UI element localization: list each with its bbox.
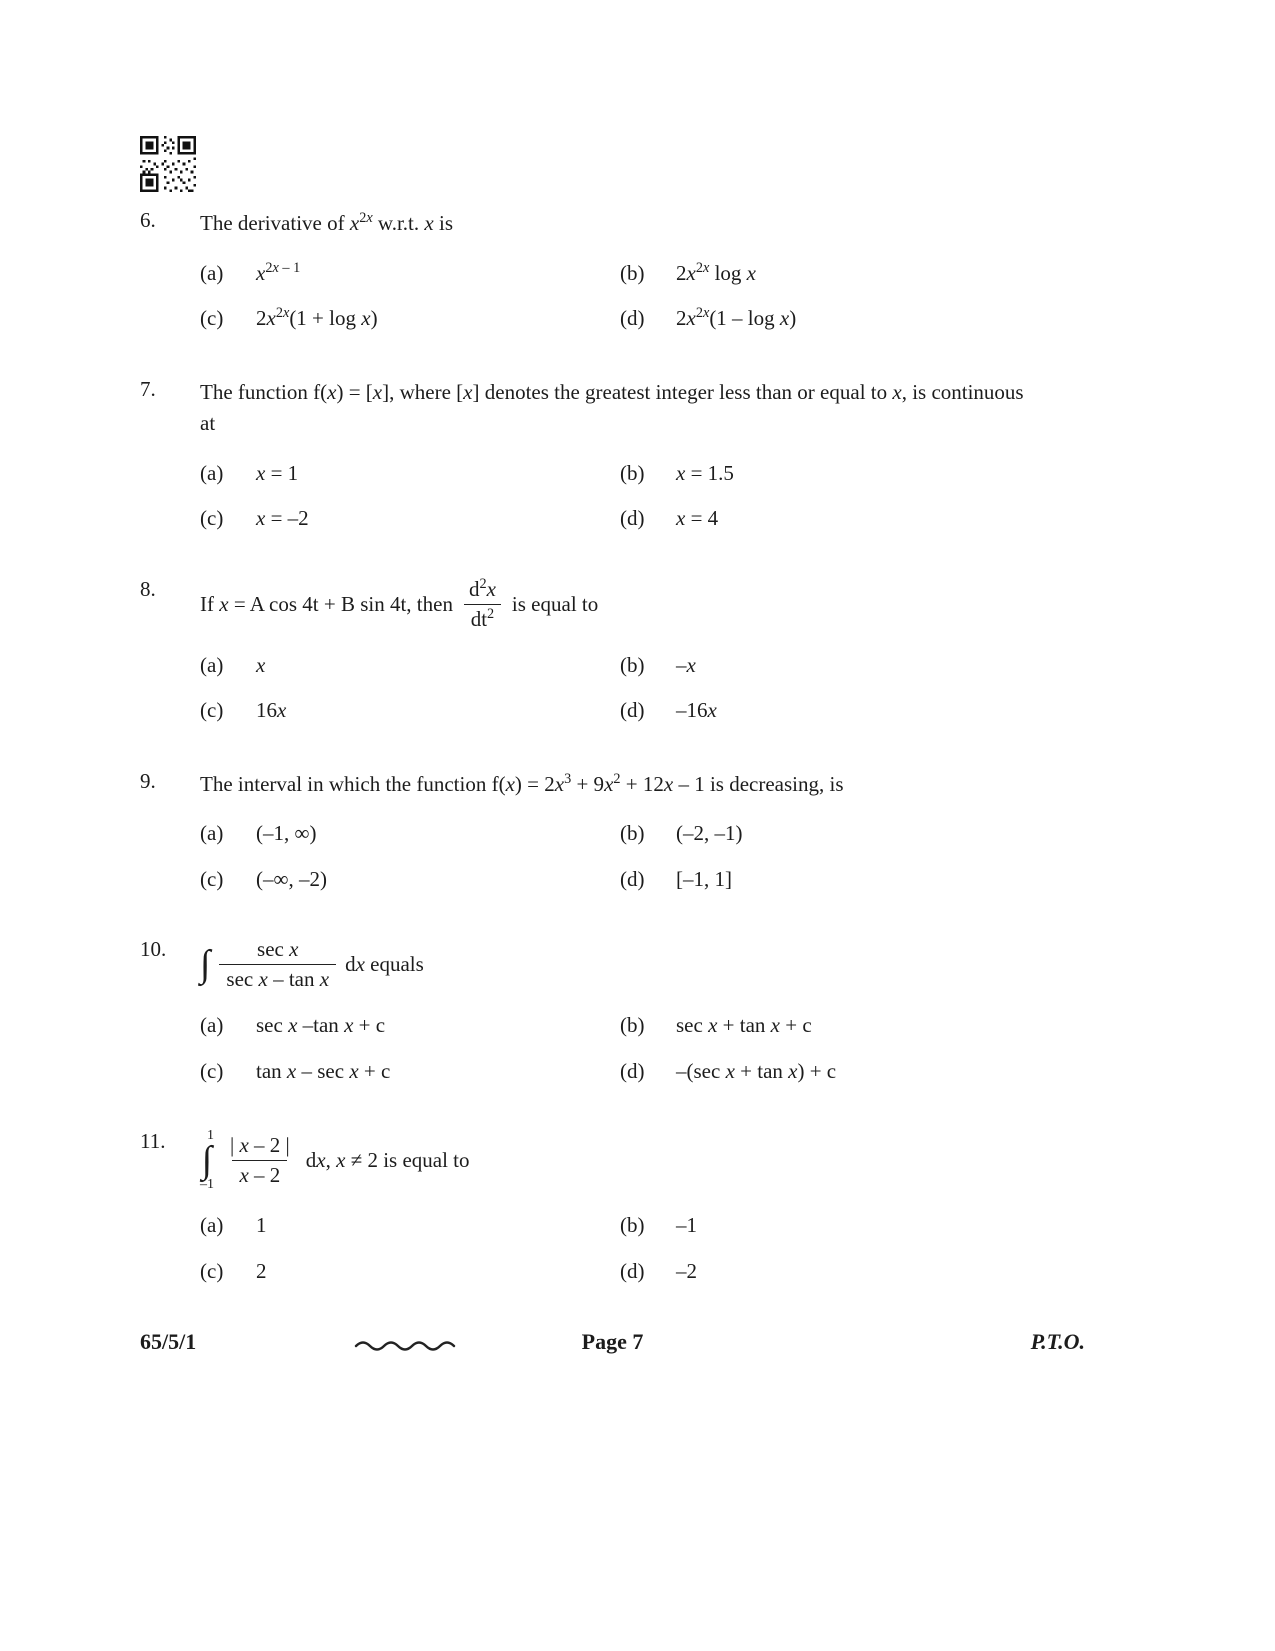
option-text: $x^{2x - 1}$	[256, 259, 301, 285]
option-label: (b)	[620, 1213, 645, 1238]
option-text: –x	[676, 652, 696, 677]
option-c	[200, 1056, 620, 1088]
fraction	[223, 1133, 297, 1188]
question-9	[140, 769, 1085, 896]
option-d	[620, 1256, 1085, 1288]
qr-code	[140, 136, 196, 192]
stem-text-before: If x = A cos 4t + B sin 4t, then	[200, 591, 453, 616]
option-a	[200, 1010, 620, 1042]
option-b	[620, 1210, 1085, 1242]
question-stem	[200, 577, 1085, 632]
page-number: Page 7	[581, 1329, 644, 1355]
option-label: (d)	[620, 1258, 645, 1283]
option-label: (b)	[620, 652, 645, 677]
option-label: (a)	[200, 821, 224, 845]
fraction	[462, 577, 503, 632]
option-text: (–2, –1)	[676, 821, 743, 845]
option-label: (a)	[200, 1013, 224, 1037]
question-7	[140, 377, 1085, 535]
option-d	[620, 695, 1085, 727]
option-c	[200, 503, 620, 535]
question-number: 8.	[140, 576, 156, 601]
question-number: 9.	[140, 768, 156, 793]
options-grid	[200, 258, 1085, 335]
option-text: –2	[676, 1258, 697, 1283]
option-b	[620, 818, 1085, 850]
option-text: x	[256, 652, 266, 677]
option-label: (d)	[620, 698, 645, 722]
option-label: (c)	[200, 698, 224, 722]
option-label: (d)	[620, 1058, 645, 1083]
option-label: (c)	[200, 1058, 224, 1083]
option-c	[200, 1256, 620, 1288]
option-text: x = 1	[256, 460, 299, 485]
option-text: 2	[256, 1258, 267, 1283]
option-label: (c)	[200, 1258, 224, 1283]
option-b	[620, 1010, 1085, 1042]
option-text: –(sec x + tan x) + c	[676, 1058, 837, 1083]
option-label: (d)	[620, 866, 645, 891]
option-label: (c)	[200, 306, 224, 330]
option-text: x = –2	[256, 506, 309, 530]
option-text: $2x^{2x}(1 + \log x)$	[256, 305, 378, 330]
stem-text-after: dx, x ≠ 2 is equal to	[305, 1148, 470, 1173]
pto-label: P.T.O.	[1030, 1329, 1085, 1355]
option-text: 1	[256, 1213, 267, 1238]
option-label: (c)	[200, 506, 224, 530]
page-footer	[140, 1329, 1085, 1361]
option-a	[200, 1210, 620, 1242]
question-stem: The derivative of $x^{2x}$ w.r.t. x is	[200, 210, 453, 235]
option-d	[620, 864, 1085, 896]
question-stem: The function f(x) = [x], where [x] denotes the greatest integer less than or equal to x, is continuous at	[200, 379, 1024, 435]
option-label: (d)	[620, 506, 645, 530]
question-number: 11.	[140, 1129, 166, 1153]
option-a	[200, 650, 620, 682]
integral-sign: ∫	[200, 943, 211, 986]
fraction-denominator: $dt^2$	[464, 604, 501, 632]
option-text: $2x^{2x}(1$ – log x)	[676, 305, 797, 330]
question-6	[140, 208, 1085, 335]
option-a	[200, 258, 620, 290]
question-number: 6.	[140, 208, 156, 232]
option-text: [–1, 1]	[676, 866, 732, 891]
option-label: (a)	[200, 460, 224, 485]
option-label: (b)	[620, 821, 645, 845]
stem-text-after: is equal to	[511, 591, 599, 616]
option-label: (a)	[200, 652, 224, 677]
integral-with-bounds	[200, 1129, 214, 1192]
question-stem	[200, 1129, 1085, 1192]
options-grid	[200, 818, 1085, 895]
option-label: (b)	[620, 1013, 645, 1037]
option-b	[620, 458, 1085, 490]
question-stem	[200, 937, 1085, 992]
option-text: –16x	[676, 698, 717, 722]
options-grid	[200, 458, 1085, 535]
options-grid	[200, 1010, 1085, 1087]
option-c	[200, 303, 620, 335]
option-text: x = 1.5	[676, 460, 734, 485]
option-text: (–1, ∞)	[256, 821, 317, 845]
integral-sign: ∫	[201, 1139, 213, 1181]
squiggle-icon	[352, 1337, 462, 1353]
option-label: (a)	[200, 260, 224, 285]
option-text: (–∞, –2)	[256, 866, 327, 891]
option-c	[200, 695, 620, 727]
option-d	[620, 1056, 1085, 1088]
option-label: (b)	[620, 260, 645, 285]
option-d	[620, 303, 1085, 335]
question-number: 10.	[140, 937, 167, 961]
option-label: (c)	[200, 866, 224, 891]
fraction-numerator: $d^2x$	[468, 575, 496, 601]
option-a	[200, 458, 620, 490]
question-11	[140, 1129, 1085, 1287]
option-text: 16x	[256, 698, 287, 722]
option-c	[200, 864, 620, 896]
question-stem: The interval in which the function $f(x) = 2x^3 + 9x^2 + 12x - 1$ is decreasing, is	[200, 770, 844, 796]
options-grid	[200, 1210, 1085, 1287]
option-label: (b)	[620, 460, 645, 485]
question-8	[140, 577, 1085, 727]
option-b	[620, 258, 1085, 290]
fraction	[219, 937, 336, 992]
option-text: x = 4	[676, 506, 719, 530]
fraction-numerator: sec x	[257, 937, 299, 961]
option-a	[200, 818, 620, 850]
question-10	[140, 937, 1085, 1087]
integral-upper-bound: 1	[207, 1128, 214, 1143]
question-number: 7.	[140, 376, 156, 401]
option-label: (d)	[620, 306, 645, 330]
option-label: (a)	[200, 1213, 224, 1238]
option-text: –1	[676, 1213, 697, 1238]
option-text: $2x^{2x}$ log x	[676, 259, 756, 285]
fraction-denominator: x – 2	[232, 1160, 287, 1188]
option-text: sec x + tan x + c	[676, 1013, 812, 1037]
fraction-denominator: sec x – tan x	[219, 964, 336, 992]
option-text: tan x – sec x + c	[256, 1058, 391, 1083]
paper-code: 65/5/1	[140, 1329, 197, 1355]
option-d	[620, 503, 1085, 535]
option-text: sec x –tan x + c	[256, 1013, 386, 1037]
option-b	[620, 650, 1085, 682]
integral-lower-bound: –1	[200, 1177, 214, 1193]
options-grid	[200, 650, 1085, 727]
fraction-numerator: | x – 2 |	[230, 1133, 290, 1158]
stem-text-after: dx equals	[345, 952, 424, 976]
